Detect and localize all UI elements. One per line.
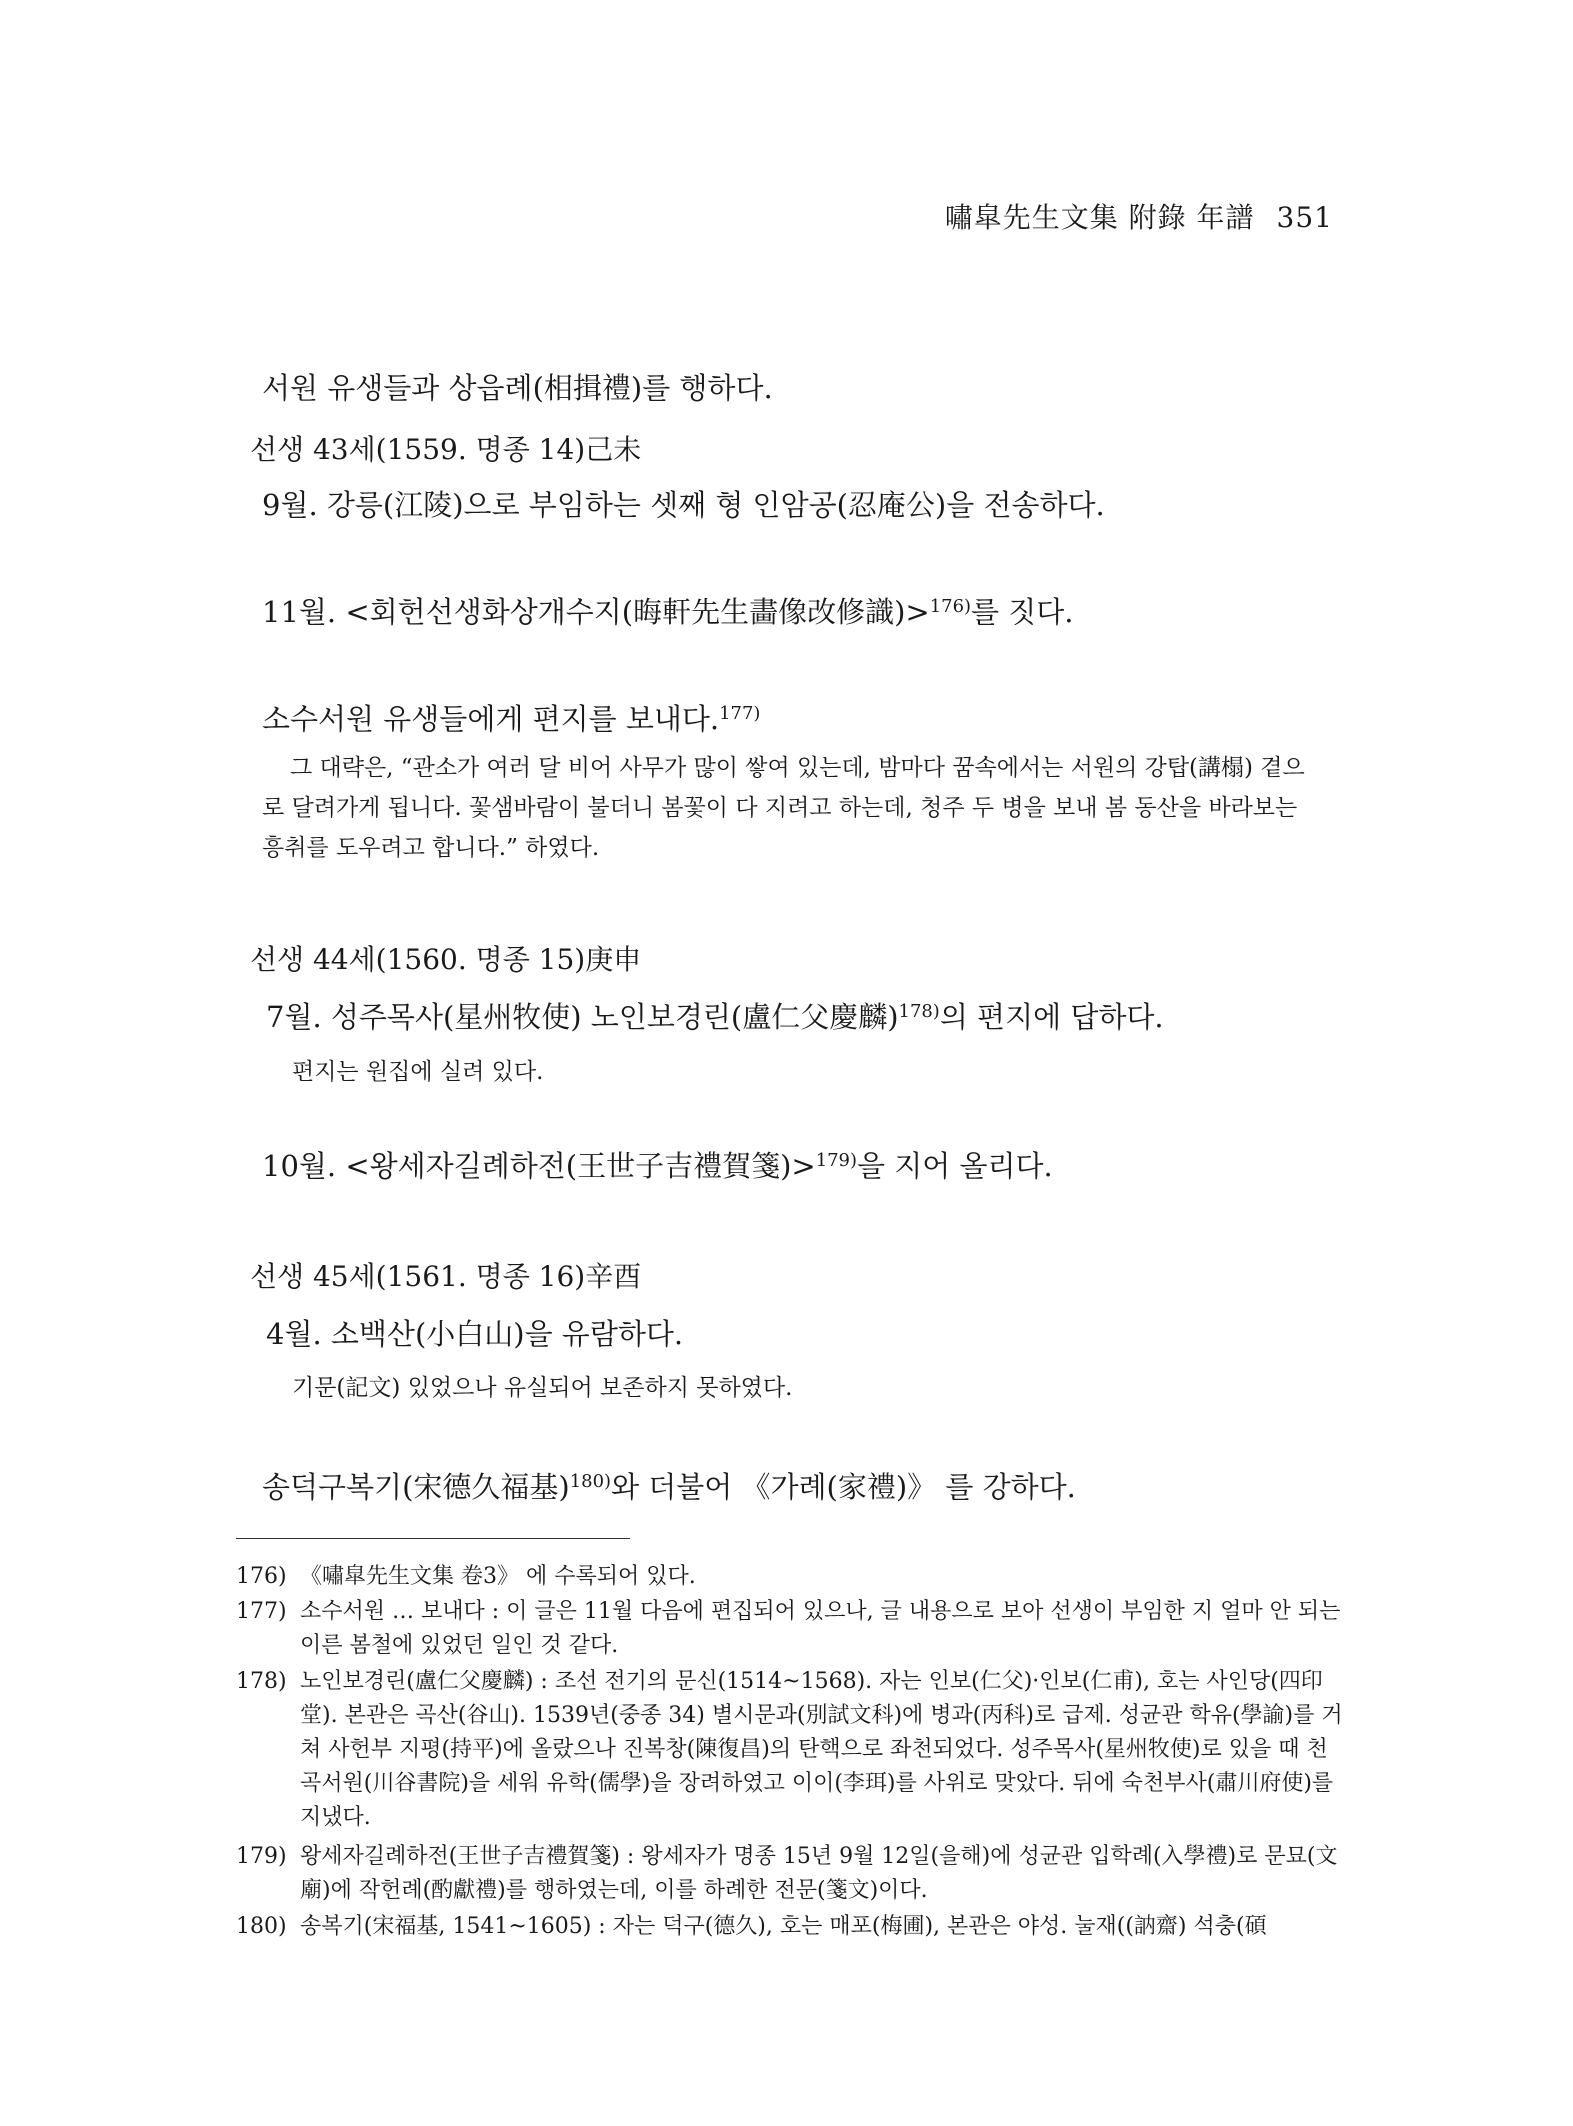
year-heading: 선생 43세(1559. 명종 14)己未 [250,433,642,466]
footnote-ref: 178) [898,1001,940,1023]
footnote-ref: 179) [815,1150,857,1172]
year-heading: 선생 45세(1561. 명종 16)辛酉 [250,1260,642,1293]
note-line: 기문(記文) 있었으나 유실되어 보존하지 못하였다. [292,1375,793,1401]
year-heading: 선생 44세(1560. 명종 15)庚申 [250,943,642,976]
footnote-ref: 177) [719,703,761,725]
footnote [236,1560,1346,1594]
footnote-ref: 180) [569,1471,612,1493]
entry-line: 송덕구복기(宋德久福基)$^{180)}$와 더불어 《가례(家禮)》 를 강하다. [262,1470,1076,1504]
entry-line: 4월. 소백산(小白山)을 유람하다. [266,1317,684,1351]
footnote-number: 176) [236,1564,287,1589]
running-header [945,196,1333,236]
footnote-text: 송복기(宋福基, 1541~1605) : 자는 덕구(德久), 호는 매포(梅圃), 본관은 야성. 눌재((訥齋) 석충(碩 [300,1914,1267,1939]
footnote [236,1910,1346,1944]
footnote-text: 소수서원 … 보내다 : 이 글은 11월 다음에 편집되어 있으나, 글 내용으로 보아 선생이 부임한 지 얼마 안 되는 이른 봄철에 있었던 일인 것 같다. [300,1599,1341,1658]
footnote-text: 《嘯皐先生文集 卷3》 에 수록되어 있다. [300,1564,696,1589]
footnote [236,1665,1346,1835]
footnote-number: 179) [236,1844,287,1869]
footnote-number: 178) [236,1669,287,1694]
entry-line: 소수서원 유생들에게 편지를 보내다.$^{177)}$ [262,702,761,736]
body-paragraph: 그 대략은, “관소가 여러 달 비어 사무가 많이 쌓여 있는데, 밤마다 꿈속에서는 서원의 강탑(講榻) 곁으로 달려가게 됩니다. 꽃샘바람이 불더니 봄꽃이 다 지려고 하는데, 청주 두 병을 보내 봄 동산을 바라보는 흥취를 도우려고 합니다.” 하였다. [262,755,1305,861]
entry-line: 11월. <회헌선생화상개수지(晦軒先生畵像改修識)>$^{176)}$를 짓다. [262,595,1074,629]
footnote-text: 노인보경린(盧仁父慶麟) : 조선 전기의 문신(1514~1568). 자는 인보(仁父)·인보(仁甫), 호는 사인당(四印堂). 본관은 곡산(谷山). 1539년(중종 34) 별시문과(別試文科)에 병과(丙科)로 급제. 성균관 학유(學諭)를 거쳐 사헌부 지평(持平)에 올랐으나 진복창(陳復昌)의 탄핵으로 좌천되었다. 성주목사(星州牧使)로 있을 때 천곡서원(川谷書院)을 세워 유학(儒學)을 장려하였고 이이(李珥)를 사위로 맞았다. 뒤에 숙천부사(肅川府使)를 지냈다. [300,1669,1343,1830]
header-title: 嘯皐先生文集 附錄 年譜 [944,201,1255,234]
entry-line: 서원 유생들과 상읍례(相揖禮)를 행하다. [262,371,773,405]
footnote [236,1595,1346,1663]
footnote-number: 180) [236,1914,287,1939]
entry-line: 7월. 성주목사(星州牧使) 노인보경린(盧仁父慶麟)$^{178)}$의 편지에 답하다. [266,1000,1164,1034]
footnote [236,1840,1346,1908]
footnote-text: 왕세자길례하전(王世子吉禮賀箋) : 왕세자가 명종 15년 9월 12일(을해)에 성균관 입학례(入學禮)로 문묘(文廟)에 작헌례(酌獻禮)를 행하였는데, 이를 하례한 전문(箋文)이다. [300,1844,1338,1903]
entry-line: 10월. <왕세자길례하전(王世子吉禮賀箋)>$^{179)}$을 지어 올리다. [262,1149,1053,1183]
footnote-number: 177) [236,1599,287,1624]
footnote-divider [236,1538,630,1539]
footnote-ref: 176) [929,596,972,618]
note-line: 편지는 원집에 실려 있다. [292,1059,544,1085]
entry-line: 9월. 강릉(江陵)으로 부임하는 셋째 형 인암공(忍庵公)을 전송하다. [262,488,1105,522]
page-number: 351 [1276,201,1333,234]
